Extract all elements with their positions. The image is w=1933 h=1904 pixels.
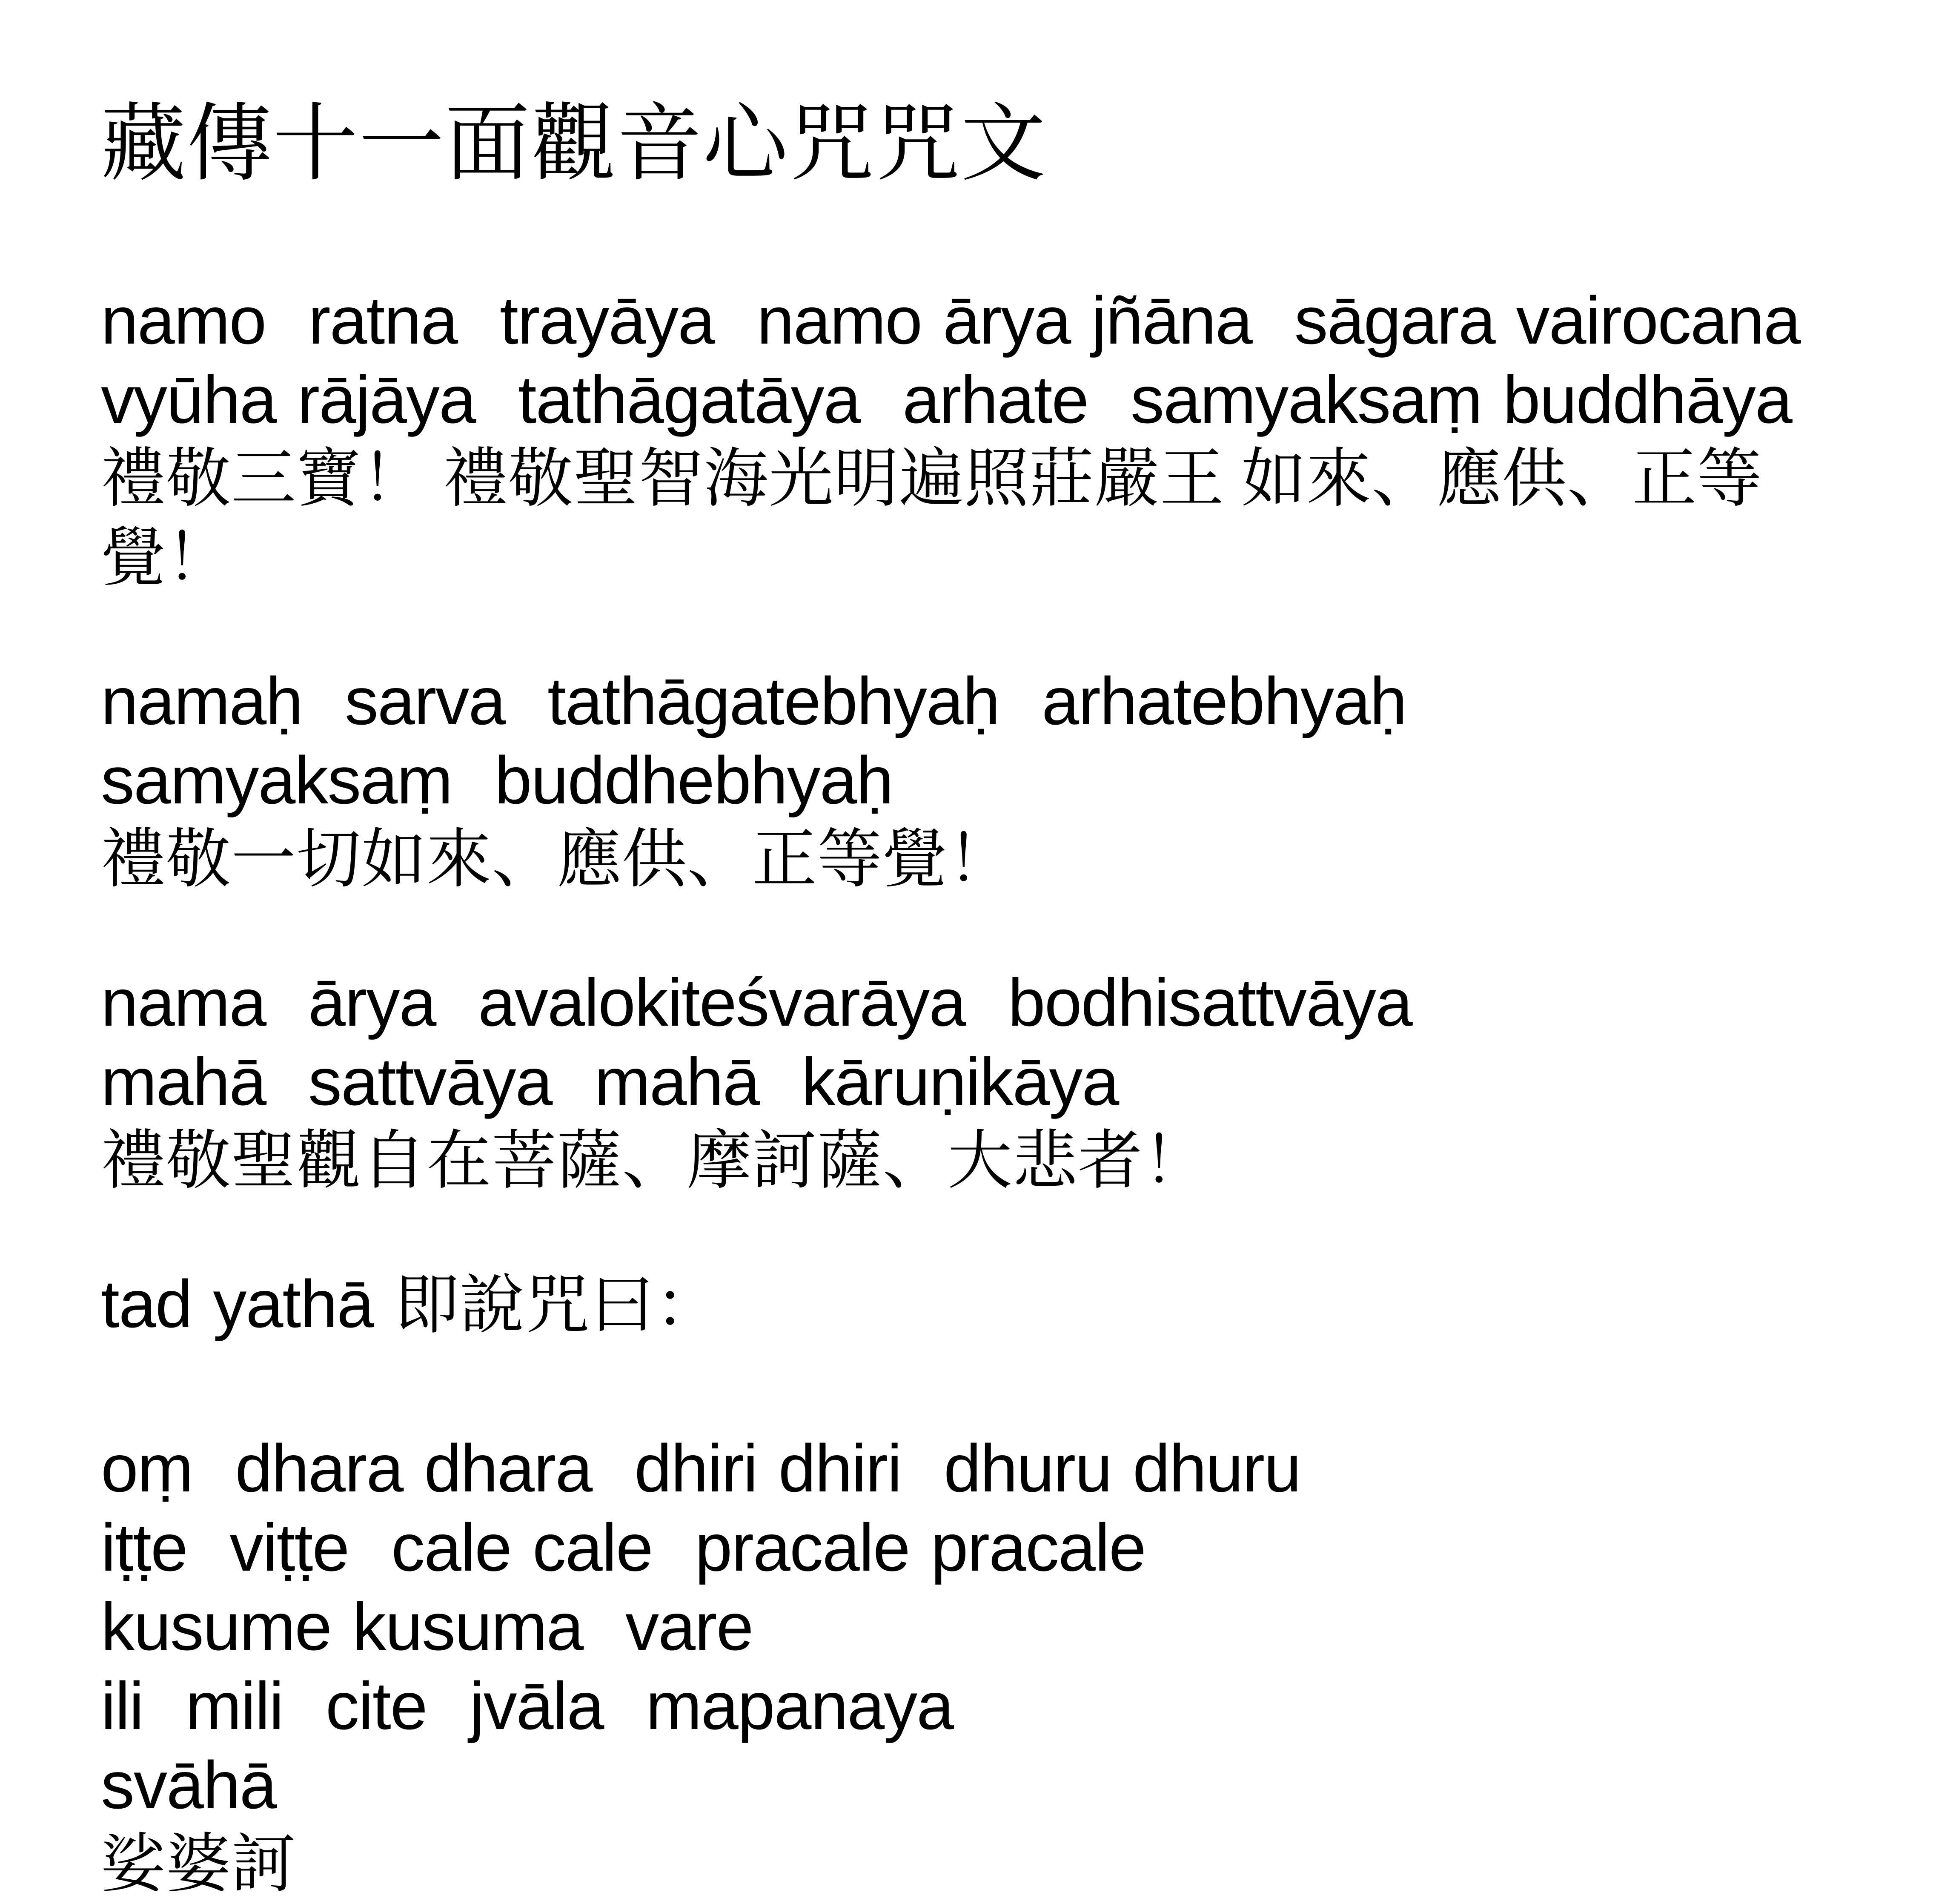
- sanskrit-text: samyaksaṃ buddhebhyaḥ: [101, 743, 893, 818]
- mantra-line: [101, 1587, 1856, 1666]
- mantra-line: [101, 1508, 1856, 1587]
- sanskrit-line: [101, 662, 1856, 741]
- mixed-line: [101, 1265, 1856, 1365]
- page-title: 藏傳十一面觀音心咒咒文: [101, 97, 1047, 192]
- mantra-line: [101, 1746, 1856, 1825]
- stanza-tad-yatha: [101, 1265, 1856, 1365]
- chinese-text: 即說咒曰：: [394, 1270, 720, 1341]
- stanza-homage-avalokitesvara: [101, 963, 1856, 1201]
- sanskrit-text: mahā sattvāya mahā kāruṇikāya: [101, 1044, 1119, 1119]
- sanskrit-line: [101, 281, 1856, 360]
- chinese-text: 禮敬一切如來、應供、正等覺！: [101, 824, 1013, 895]
- chinese-text: 禮敬聖觀自在菩薩、摩訶薩、大悲者！: [101, 1125, 1208, 1197]
- sanskrit-line: [101, 741, 1856, 820]
- sanskrit-text: tad yathā: [101, 1267, 395, 1342]
- chinese-translation-line: [101, 1825, 1856, 1904]
- sanskrit-text: nama ārya avalokiteśvarāya bodhisattvāya: [101, 965, 1412, 1040]
- stanza-homage-all-tathagatas: [101, 662, 1856, 899]
- sanskrit-text: iṭṭe viṭṭe cale cale pracale pracale: [101, 1510, 1145, 1585]
- sanskrit-text: oṃ dhara dhara dhiri dhiri dhuru dhuru: [101, 1431, 1301, 1506]
- chinese-text: 娑婆訶: [101, 1829, 296, 1900]
- mantra-line: [101, 1666, 1856, 1746]
- chinese-translation-line: [101, 439, 1856, 598]
- sanskrit-text: namo ratna trayāya namo ārya jñāna sāgara vairocana: [101, 283, 1800, 358]
- mantra-line: [101, 1429, 1856, 1508]
- sanskrit-line: [101, 1042, 1856, 1121]
- sanskrit-line: [101, 963, 1856, 1042]
- stanza-homage-three-jewels: [101, 281, 1856, 598]
- chinese-text: 禮敬三寶！ 禮敬聖智海光明遍照莊嚴王 如來、應供、正等覺！: [101, 443, 1762, 594]
- sanskrit-text: vyūha rājāya tathāgatāya arhate samyaksaṃ buddhāya: [101, 362, 1792, 437]
- sanskrit-line: [101, 360, 1856, 439]
- sanskrit-text: svāhā: [101, 1748, 276, 1823]
- sanskrit-text: ili mili cite jvāla mapanaya: [101, 1669, 954, 1743]
- sanskrit-text: kusume kusuma vare: [101, 1589, 753, 1664]
- sanskrit-text: namaḥ sarva tathāgatebhyaḥ arhatebhyaḥ: [101, 664, 1406, 739]
- chinese-translation-line: [101, 1121, 1856, 1201]
- chinese-translation-line: [101, 820, 1856, 899]
- stanza-mantra: [101, 1429, 1856, 1904]
